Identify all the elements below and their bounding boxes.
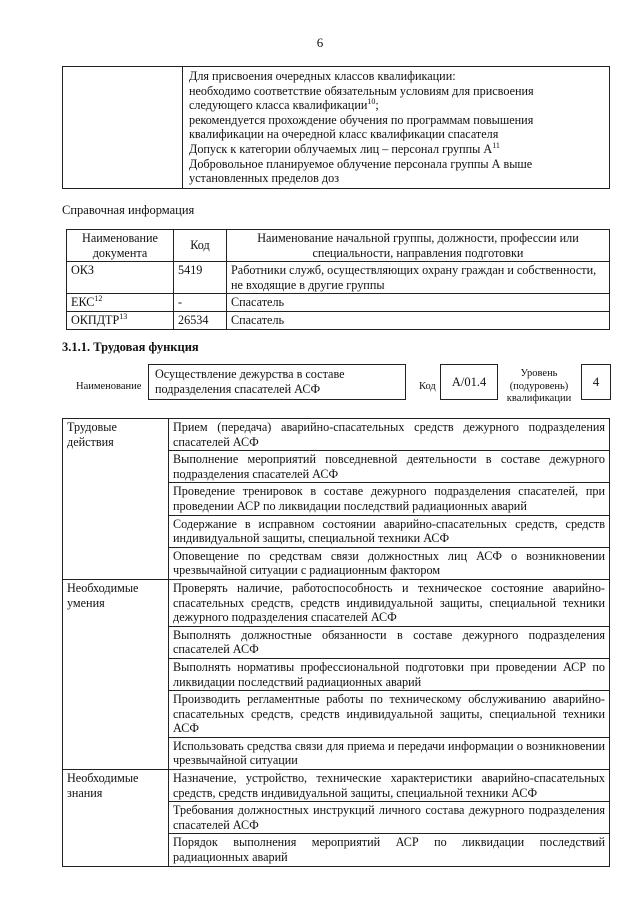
empty-label-cell [63,67,183,189]
footnote-ref: 12 [94,294,103,304]
table-row [63,419,610,451]
labor-function-details-table [62,418,610,867]
header-name: Наименование начальной группы, должности, профессии или специальности, направления подготовки [227,230,610,262]
section-title: 3.1.1. Трудовая функция [62,340,199,354]
footnote-ref: 13 [119,311,128,321]
function-name-box: Осуществление дежурства в составе подразделения спасателей АСФ [148,364,406,400]
header-code: Код [174,230,227,262]
list-item: Требования должностных инструкций личного состава дежурного подразделения спасателей АСФ [169,802,610,834]
code-cell: - [174,294,227,312]
condition-line: квалификации на очередной класс квалификации спасателя [189,127,499,142]
condition-line: рекомендуется прохождение обучения по программам повышения [189,112,534,127]
name-cell: Спасатель [227,294,610,312]
list-item: Проверять наличие, работоспособность и техническое состояние аварийно-спасательных средств, средств индивидуальной защиты, специальной техники дежурного подразделения спасателей АСФ [169,579,610,626]
table-row [63,770,610,802]
condition-line-with-footnote: Допуск к категории облучаемых лиц – персонал группы $А^{11}$ [189,140,500,156]
doc-cell: ЕКС$^{12}$ [67,294,174,312]
table-row [63,579,610,626]
category-required-skills: Необходимые умения [63,579,169,769]
condition-line: Для присвоения очередных классов квалификации: [189,69,456,83]
code-cell: 5419 [174,262,227,294]
category-required-knowledge: Необходимые знания [63,770,169,867]
condition-line: необходимо соответствие обязательным условиям для присвоения [189,83,534,98]
qualification-level-label: Уровень (подуровень) квалификации [506,368,572,405]
condition-line: установленных пределов доз [189,171,340,186]
doc-cell: ОКПДТР$^{13}$ [67,311,174,329]
list-item: Порядок выполнения мероприятий АСР по ликвидации последствий радиационных аварий [169,834,610,866]
code-cell: 26534 [174,311,227,329]
list-item: Выполнять должностные обязанности в составе дежурного подразделения спасателей АСФ [169,626,610,658]
footnote-ref: 10 [367,97,376,107]
condition-line: Добровольное планируемое облучение персонала группы А выше [189,156,533,171]
reference-title: Справочная информация [62,203,195,217]
function-name-label: Наименование [76,381,142,392]
list-item: Прием (передача) аварийно-спасательных средств дежурного подразделения спасателей АСФ [169,419,610,451]
conditions-cell [183,67,610,189]
name-cell: Работники служб, осуществляющих охрану граждан и собственности, не входящие в другие группы [227,262,610,294]
qualification-conditions-table [62,66,610,189]
table-row [67,311,610,329]
function-code-label: Код [419,381,436,392]
list-item: Назначение, устройство, технические характеристики аварийно-спасательных средств, средств индивидуальной защиты, специальной техники АСФ [169,770,610,802]
doc-cell: ОКЗ [67,262,174,294]
list-item: Выполнять нормативы профессиональной подготовки при проведении АСР по ликвидации последствий радиационных аварий [169,658,610,690]
list-item: Проведение тренировок в составе дежурного подразделения спасателей, при проведении АСР по ликвидации последствий радиационных аварий [169,483,610,515]
page-number: 6 [316,35,324,50]
list-item: Использовать средства связи для приема и передачи информации о возникновении чрезвычайной ситуации [169,737,610,769]
reference-table [66,229,610,330]
function-code-box: А/01.4 [440,364,498,400]
header-doc: Наименование документа [67,230,174,262]
list-item: Производить регламентные работы по техническому обслуживанию аварийно-спасательных средств, средств индивидуальной защиты, специальной техники АСФ [169,691,610,738]
category-labor-actions: Трудовые действия [63,419,169,580]
table-row [67,294,610,312]
list-item: Содержание в исправном состоянии аварийно-спасательных средств, средств индивидуальной защиты, специальной техники АСФ [169,515,610,547]
name-cell: Спасатель [227,311,610,329]
qualification-level-box: 4 [581,364,611,400]
table-row [67,262,610,294]
reference-header-row [67,230,610,262]
footnote-ref: 11 [492,140,500,150]
condition-line-with-footnote: следующего класса квалификации$^{10}$; [189,97,379,113]
list-item: Выполнение мероприятий повседневной деятельности в составе дежурного подразделения спасателей АСФ [169,451,610,483]
list-item: Оповещение по средствам связи должностных лиц АСФ о возникновении чрезвычайной ситуации с радиационным фактором [169,547,610,579]
